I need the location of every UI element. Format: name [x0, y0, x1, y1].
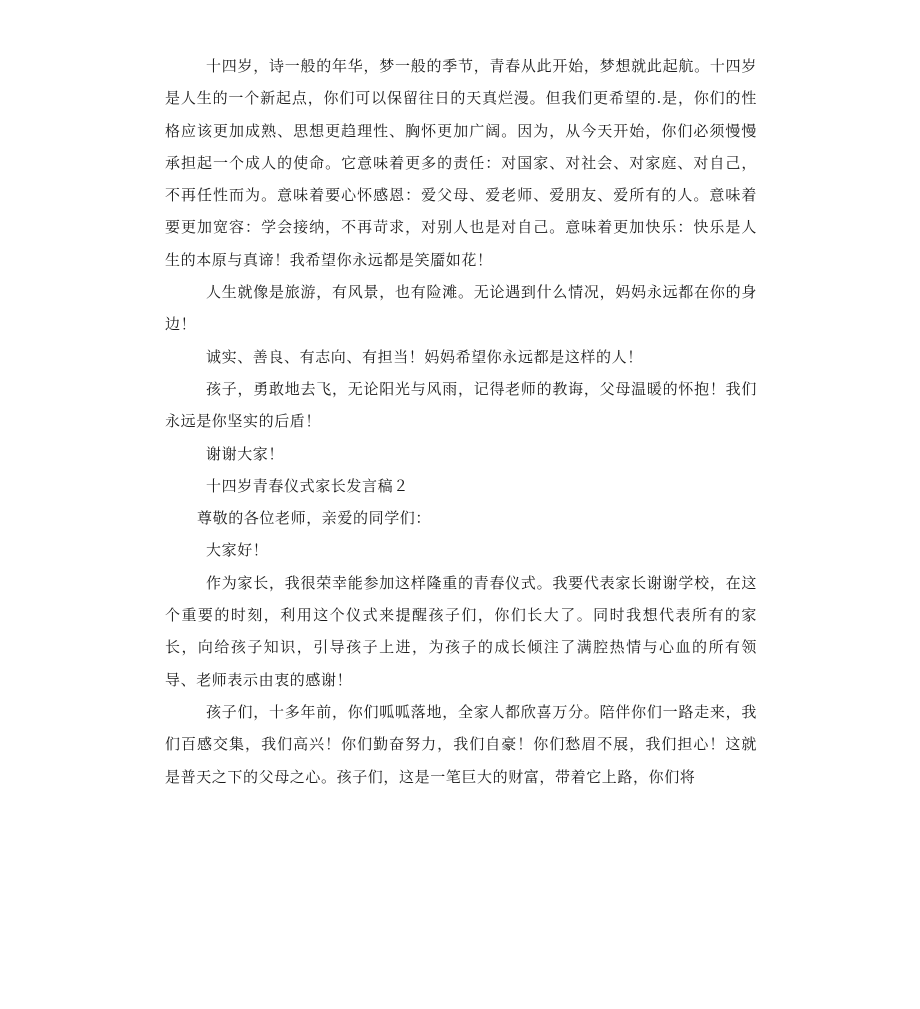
paragraph-intro: 十四岁，诗一般的年华，梦一般的季节，青春从此开始，梦想就此起航。十四岁是人生的一个新起点，你们可以保留往日的天真烂漫。但我们更希望的.是，你们的性格应该更加成熟、思想更趋理性、胸怀更加广阔。因为，从今天开始，你们必须慢慢承担起一个成人的使命。它意味着更多的责任：对国家、对社会、对家庭、对自己，不再任性而为。意味着要心怀感恩：爱父母、爱老师、爱朋友、爱所有的人。意味着要更加宽容：学会接纳，不再苛求，对别人也是对自己。意味着更加快乐：快乐是人生的本原与真谛！我希望你永远都是笑靥如花！ — [165, 57, 757, 269]
greeting: 大家好！ — [206, 541, 269, 560]
document-body — [165, 50, 757, 793]
section-title: 十四岁青春仪式家长发言稿２ — [206, 476, 409, 495]
paragraph-children-growth: 孩子们，十多年前，你们呱呱落地，全家人都欣喜万分。陪伴你们一路走来，我们百感交集，我们高兴！你们勤奋努力，我们自豪！你们愁眉不展，我们担心！这就是普天之下的父母之心。孩子们，这是一笔巨大的财富，带着它上路，你们将 — [165, 702, 757, 786]
paragraph-life-journey: 人生就像是旅游，有风景，也有险滩。无论遇到什么情况，妈妈永远都在你的身边！ — [165, 283, 757, 334]
paragraph-parent-gratitude: 作为家长，我很荣幸能参加这样隆重的青春仪式。我要代表家长谢谢学校，在这个重要的时刻，利用这个仪式来提醒孩子们，你们长大了。同时我想代表所有的家长，向给孩子知识，引导孩子上进，为孩子的成长倾注了满腔热情与心血的所有领导、老师表示由衷的感谢！ — [165, 573, 757, 689]
salutation: 尊敬的各位老师，亲爱的同学们： — [197, 509, 432, 528]
paragraph-honesty: 诚实、善良、有志向、有担当！妈妈希望你永远都是这样的人！ — [206, 347, 643, 366]
paragraph-fly-bravely: 孩子，勇敢地去飞，无论阳光与风雨，记得老师的教诲，父母温暖的怀抱！我们永远是你坚实的后盾！ — [165, 379, 757, 431]
paragraph-thanks: 谢谢大家！ — [206, 444, 285, 463]
